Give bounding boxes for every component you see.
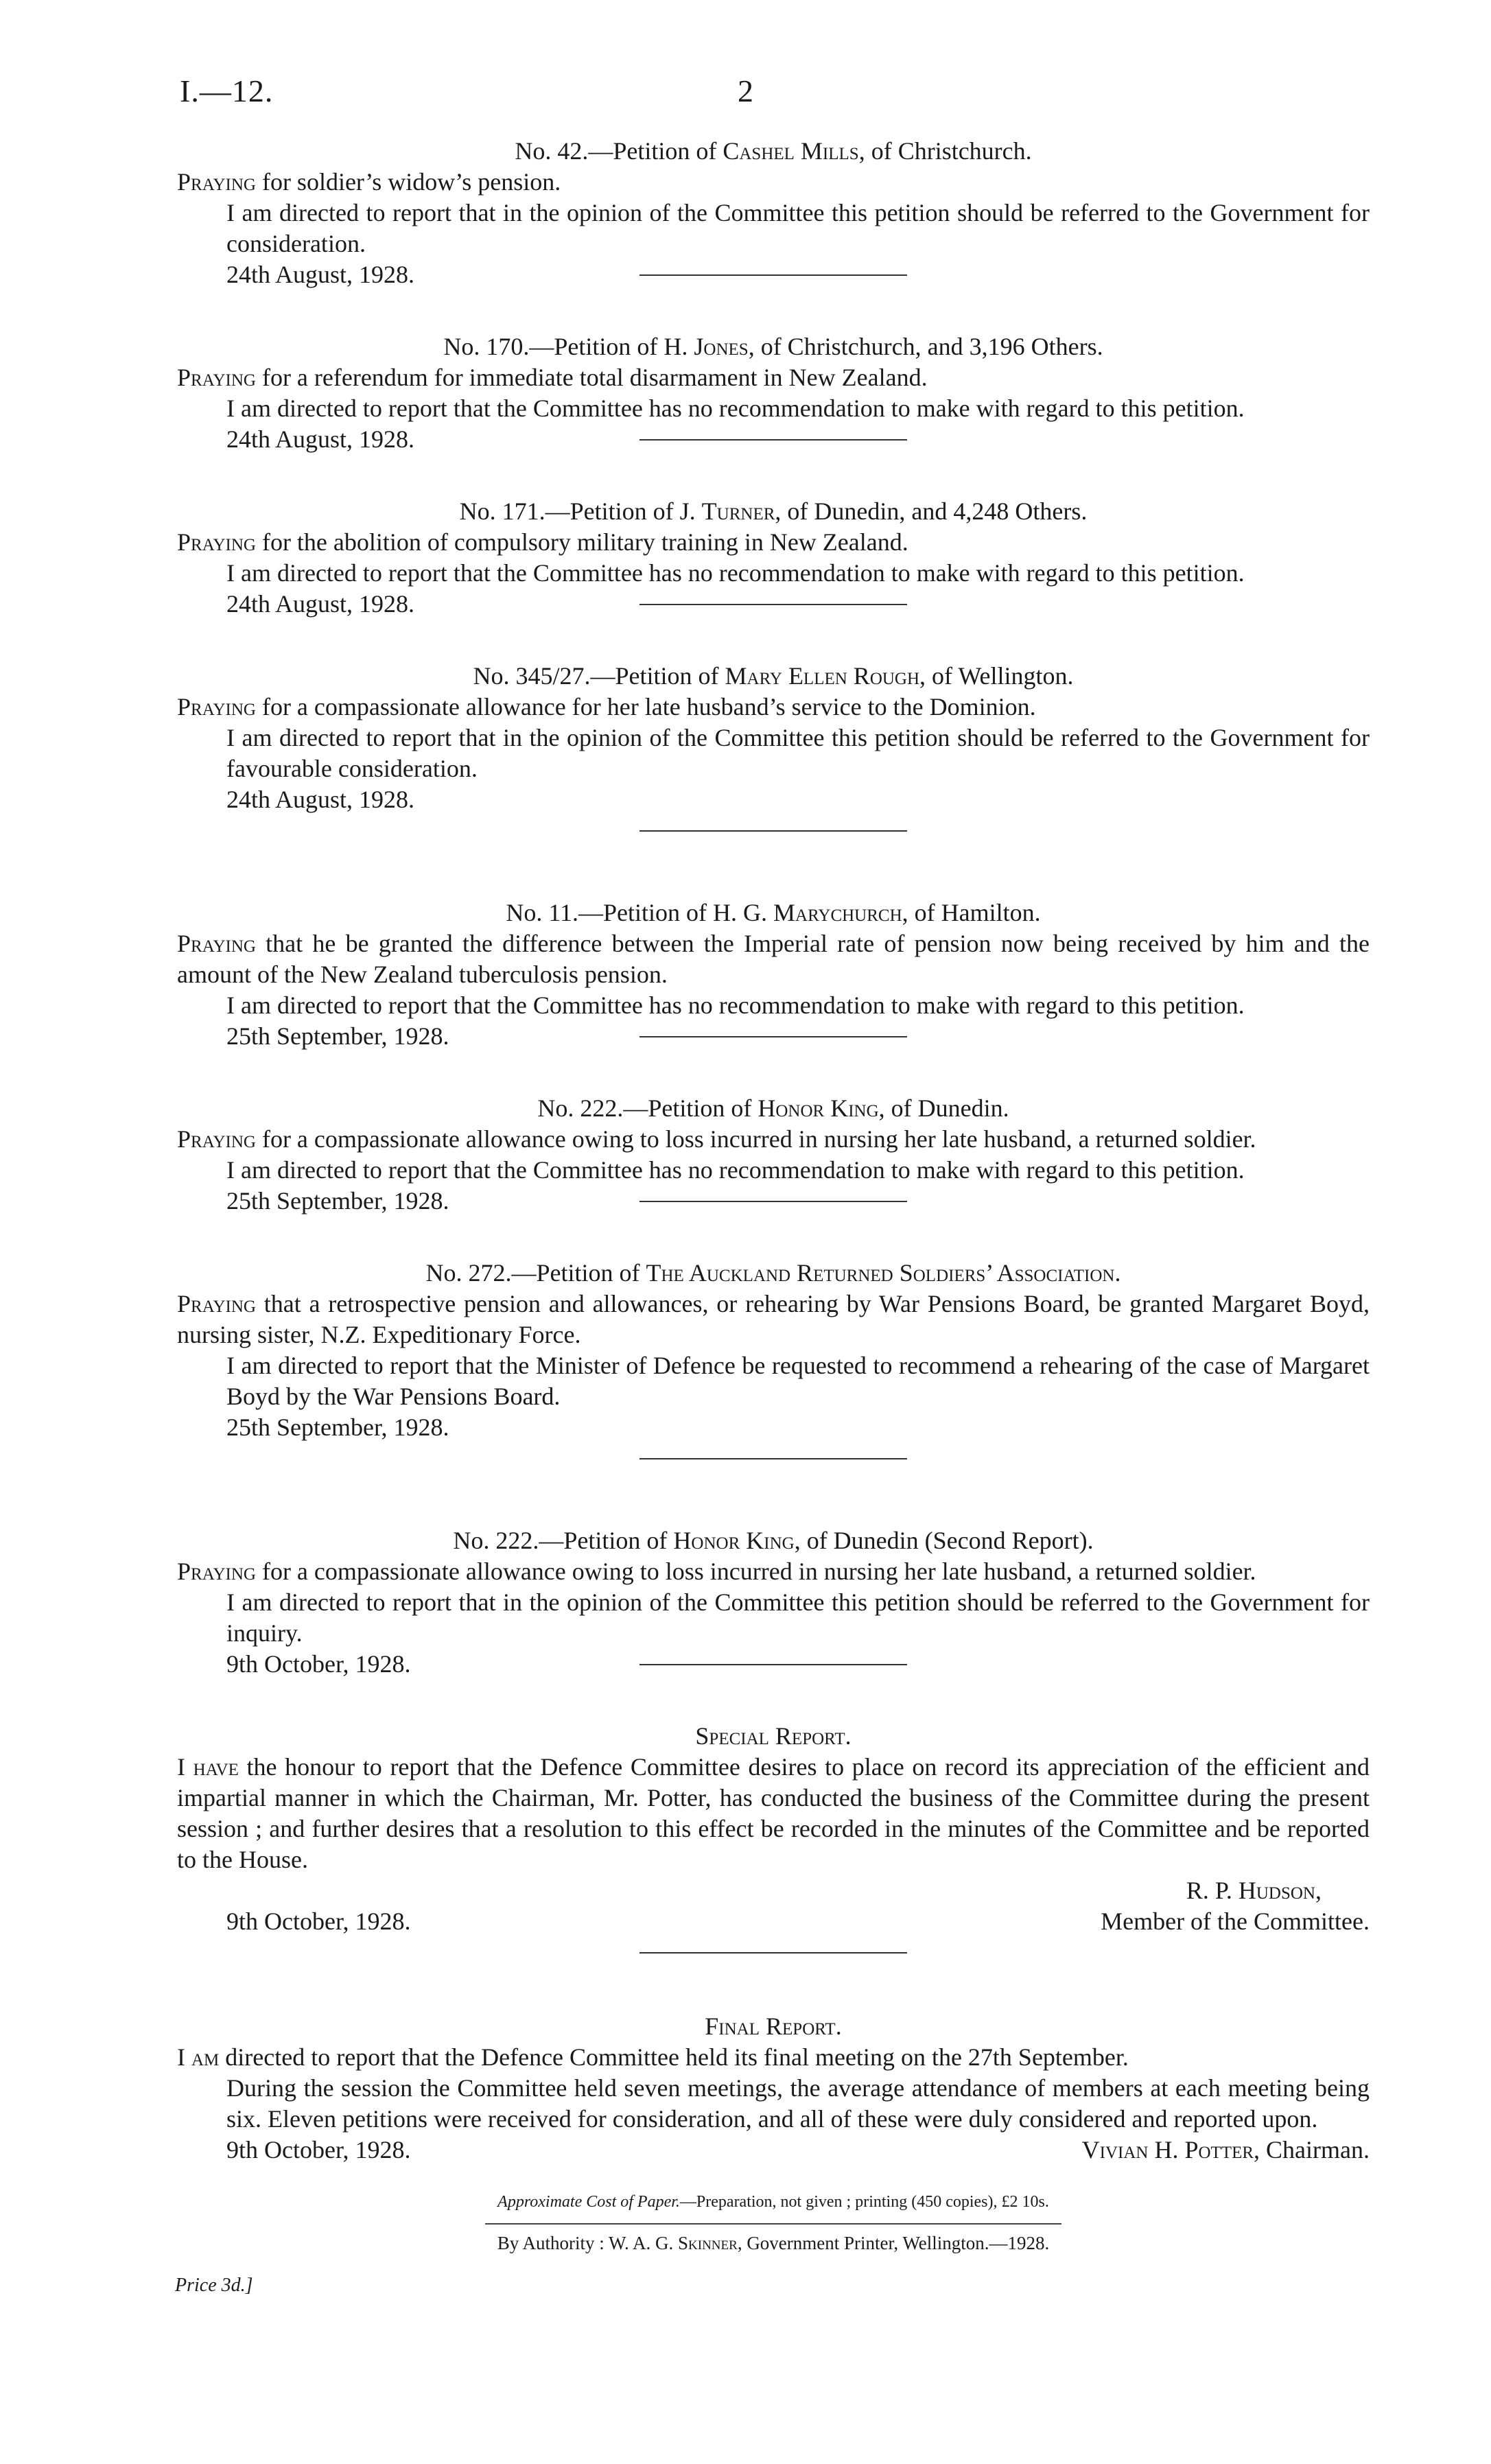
petition-report: I am directed to report that in the opinion of the Committee this petition should be referred to the Government for favourable consideration. xyxy=(226,724,1370,782)
petition-report: I am directed to report that the Committee has no recommendation to make with regard to this petition. xyxy=(226,992,1245,1019)
final-report-text: I am directed to report that the Defence Committee held its final meeting on the 27th September. xyxy=(177,2043,1129,2071)
petitioner-name: Honor King xyxy=(673,1527,795,1554)
page-number: 2 xyxy=(738,73,753,108)
petition-title: No. 222.—Petition of Honor King, of Dunedin. xyxy=(537,1094,1009,1122)
petition-entry xyxy=(177,897,1370,1052)
petition-entry xyxy=(177,496,1370,620)
special-report-role: Member of the Committee. xyxy=(1101,1908,1370,1935)
special-report-date: 9th October, 1928. xyxy=(226,1908,411,1935)
petition-date: 24th August, 1928. xyxy=(226,590,415,618)
petition-title: No. 11.—Petition of H. G. Marychurch, of Hamilton. xyxy=(506,899,1041,926)
petition-entry xyxy=(177,661,1370,832)
printer-authority: By Authority : W. A. G. Skinner, Government Printer, Wellington.—1928. xyxy=(497,2233,1050,2253)
section-divider xyxy=(639,439,907,441)
petition-title: No. 222.—Petition of Honor King, of Dunedin (Second Report). xyxy=(453,1527,1094,1554)
petition-praying: Praying for soldier’s widow’s pension. xyxy=(177,168,561,196)
petitioner-name: Jones xyxy=(694,333,749,360)
petition-title: No. 272.—Petition of The Auckland Returned Soldiers’ Association. xyxy=(425,1259,1121,1287)
footer-divider xyxy=(485,2223,1061,2225)
petition-date: 25th September, 1928. xyxy=(226,1187,449,1215)
petitioner-name: The Auckland Returned Soldiers’ Association xyxy=(646,1259,1115,1287)
petition-praying: Praying for the abolition of compulsory military training in New Zealand. xyxy=(177,528,908,556)
petition-date: 24th August, 1928. xyxy=(226,261,415,288)
petition-entry xyxy=(177,136,1370,290)
section-divider xyxy=(639,1664,907,1665)
petition-entry xyxy=(177,331,1370,455)
petitioner-name: Honor King xyxy=(758,1094,879,1122)
document-body xyxy=(177,136,1370,2256)
section-divider xyxy=(639,1201,907,1202)
petition-praying: Praying for a compassionate allowance for her late husband’s service to the Dominion. xyxy=(177,693,1036,720)
final-report-paragraph: During the session the Committee held seven meetings, the average attendance of members at each meeting being six. Eleven petitions were received for consideration, and all of these were duly considered and reported upon. xyxy=(226,2074,1370,2133)
petition-report: I am directed to report that the Committee has no recommendation to make with regard to this petition. xyxy=(226,1156,1245,1184)
petition-report: I am directed to report that the Committee has no recommendation to make with regard to this petition. xyxy=(226,559,1245,587)
petitioner-name: Cashel Mills xyxy=(723,137,859,165)
petitioner-name: Mary Ellen Rough xyxy=(725,662,920,690)
petitioner-name: Turner xyxy=(701,497,775,525)
final-report-signature: Vivian H. Potter, Chairman. xyxy=(1081,2136,1370,2163)
petition-praying: Praying that he be granted the difference between the Imperial rate of pension now being received by him and the amount of the New Zealand tuberculosis pension. xyxy=(177,930,1370,988)
petition-title: No. 345/27.—Petition of Mary Ellen Rough, of Wellington. xyxy=(473,662,1074,690)
final-report-date: 9th October, 1928. xyxy=(226,2136,411,2163)
section-divider xyxy=(639,274,907,276)
special-report xyxy=(177,1721,1370,1953)
special-report-text: I have the honour to report that the Defence Committee desires to place on record its appreciation of the efficient and impartial manner in which the Chairman, Mr. Potter, has conducted the business of the Committee during the present session ; and further desires that a resolution to this effect be recorded in the minutes of the Committee and be reported to the House. xyxy=(177,1753,1370,1873)
petition-title: No. 170.—Petition of H. Jones, of Christchurch, and 3,196 Others. xyxy=(443,333,1103,360)
special-report-heading: Special Report. xyxy=(695,1722,852,1750)
petition-date: 25th September, 1928. xyxy=(226,1022,449,1050)
petitioner-name: Marychurch xyxy=(773,899,902,926)
price-note: Price 3d.] xyxy=(175,2275,253,2296)
petition-entry xyxy=(177,1093,1370,1217)
section-divider xyxy=(639,1036,907,1037)
petition-date: 9th October, 1928. xyxy=(226,1650,411,1678)
cost-of-paper: Approximate Cost of Paper.—Preparation, not given ; printing (450 copies), £2 10s. xyxy=(497,2193,1049,2211)
petition-date: 24th August, 1928. xyxy=(226,786,415,813)
special-report-signatory: R. P. Hudson, xyxy=(1186,1877,1322,1904)
paper-reference: I.—12. xyxy=(180,73,274,108)
petition-date: 25th September, 1928. xyxy=(226,1413,449,1441)
petition-title: No. 42.—Petition of Cashel Mills, of Christchurch. xyxy=(515,137,1032,165)
petition-entry xyxy=(177,1525,1370,1680)
petition-report: I am directed to report that the Minister of Defence be requested to recommend a rehearing of the case of Margaret Boyd by the War Pensions Board. xyxy=(226,1352,1370,1410)
final-report-heading: Final Report. xyxy=(705,2013,842,2040)
petition-entry xyxy=(177,1258,1370,1459)
petition-report: I am directed to report that the Committee has no recommendation to make with regard to this petition. xyxy=(226,395,1245,422)
petition-praying: Praying that a retrospective pension and allowances, or rehearing by War Pensions Board, be granted Margaret Boyd, nursing sister, N.Z. Expeditionary Force. xyxy=(177,1290,1370,1348)
petition-date: 24th August, 1928. xyxy=(226,425,415,453)
petition-title: No. 171.—Petition of J. Turner, of Dunedin, and 4,248 Others. xyxy=(459,497,1088,525)
final-report xyxy=(177,2011,1370,2166)
petition-praying: Praying for a compassionate allowance owing to loss incurred in nursing her late husband, a returned soldier. xyxy=(177,1558,1256,1585)
petition-praying: Praying for a compassionate allowance owing to loss incurred in nursing her late husband, a returned soldier. xyxy=(177,1125,1256,1153)
petition-report: I am directed to report that in the opinion of the Committee this petition should be referred to the Government for consideration. xyxy=(226,199,1370,257)
petition-report: I am directed to report that in the opinion of the Committee this petition should be referred to the Government for inquiry. xyxy=(226,1588,1370,1647)
section-divider xyxy=(639,604,907,605)
petition-praying: Praying for a referendum for immediate total disarmament in New Zealand. xyxy=(177,364,928,391)
